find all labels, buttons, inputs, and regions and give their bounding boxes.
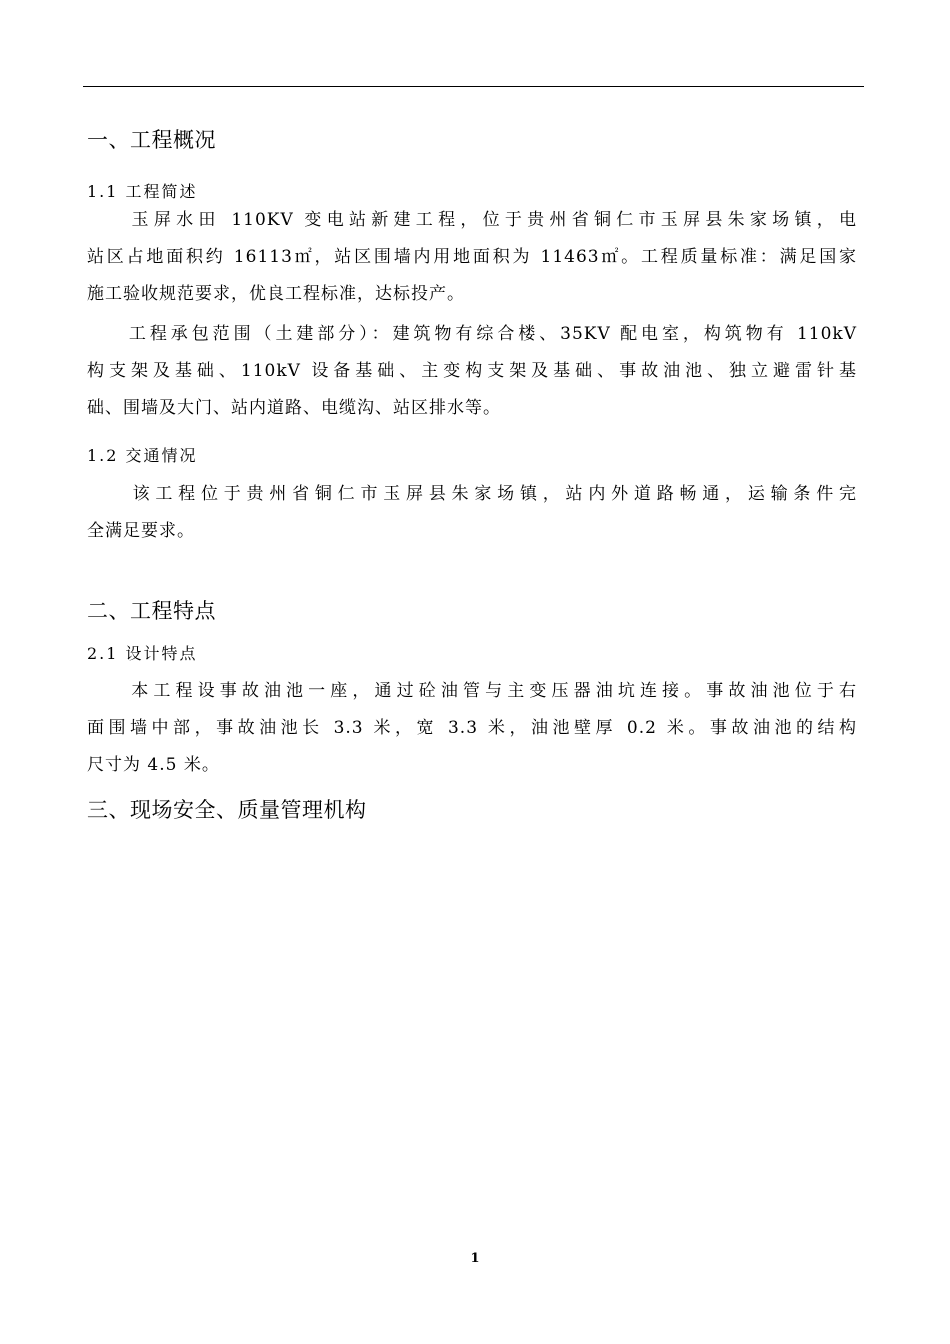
section-1-1-paragraph-1 bbox=[87, 202, 857, 313]
text-line: 全满足要求。 bbox=[87, 521, 195, 541]
section-2-1-title: 2.1 设计特点 bbox=[87, 644, 198, 663]
section-1-2-title: 1.2 交通情况 bbox=[87, 446, 198, 465]
page-number: 1 bbox=[470, 1251, 480, 1266]
section-1-1-paragraph-2 bbox=[87, 316, 857, 427]
section-1-2-paragraph-1 bbox=[87, 476, 857, 550]
text-line: 该工程位于贵州省铜仁市玉屏县朱家场镇，站内外道路畅通，运输条件完 bbox=[87, 484, 857, 504]
section-2-1-paragraph-1 bbox=[87, 673, 857, 784]
section-3-title: 三、现场安全、质量管理机构 bbox=[87, 798, 367, 822]
text-line: 工程承包范围（土建部分）：建筑物有综合楼、35KV 配电室，构筑物有 110kV bbox=[87, 324, 857, 344]
text-line: 构支架及基础、110kV 设备基础、主变构支架及基础、事故油池、独立避雷针基 bbox=[87, 361, 857, 381]
section-2-title: 二、工程特点 bbox=[87, 599, 216, 623]
text-line: 尺寸为 4.5 米。 bbox=[87, 755, 220, 775]
text-line: 本工程设事故油池一座，通过砼油管与主变压器油坑连接。事故油池位于右 bbox=[87, 681, 857, 701]
text-line: 础、围墙及大门、站内道路、电缆沟、站区排水等。 bbox=[87, 398, 501, 418]
section-1-title: 一、工程概况 bbox=[87, 128, 216, 152]
header-rule bbox=[83, 86, 864, 87]
text-line: 面围墙中部，事故油池长 3.3 米，宽 3.3 米，油池壁厚 0.2 米。事故油池的结构 bbox=[87, 718, 857, 738]
text-line: 玉屏水田 110KV 变电站新建工程，位于贵州省铜仁市玉屏县朱家场镇，电 bbox=[87, 210, 857, 230]
text-line: 站区占地面积约 16113㎡，站区围墙内用地面积为 11463㎡。工程质量标准：满足国家 bbox=[87, 247, 857, 267]
section-1-1-title: 1.1 工程简述 bbox=[87, 182, 198, 201]
text-line: 施工验收规范要求，优良工程标准，达标投产。 bbox=[87, 284, 465, 304]
